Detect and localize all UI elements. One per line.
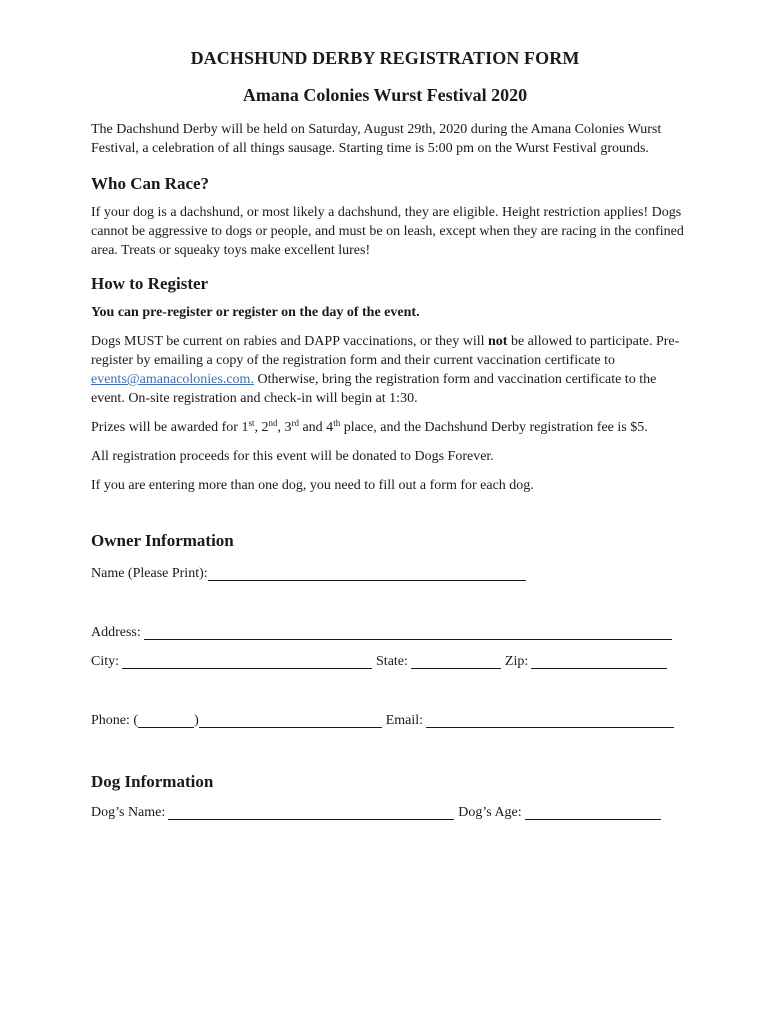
phone-close-paren: ) — [194, 713, 199, 728]
zip-field[interactable] — [531, 653, 667, 669]
phone-label: Phone: ( — [91, 713, 139, 728]
vaccination-paragraph — [91, 332, 691, 408]
phone-email-row — [91, 711, 691, 730]
dog-age-field[interactable] — [525, 804, 661, 820]
prizes-text-5: place, and the Dachshund Derby registration fee is $5. — [340, 420, 648, 435]
sup-st: st — [248, 418, 255, 428]
who-can-race-heading: Who Can Race? — [91, 174, 210, 193]
prizes-text-4: and 4 — [298, 420, 334, 435]
dog-information-heading: Dog Information — [91, 772, 214, 791]
dog-name-age-row — [91, 803, 691, 822]
address-label: Address: — [91, 625, 141, 640]
pre-register-note: You can pre-register or register on the day of the event. — [91, 305, 420, 320]
form-title: DACHSHUND DERBY REGISTRATION FORM — [190, 48, 580, 68]
dog-name-field[interactable] — [168, 804, 454, 820]
owner-name-row — [91, 564, 691, 583]
form-body — [91, 120, 691, 822]
multiple-dogs-paragraph: If you are entering more than one dog, you need to fill out a form for each dog. — [91, 478, 534, 493]
dog-age-label: Dog’s Age: — [458, 805, 522, 820]
state-field[interactable] — [411, 653, 501, 669]
who-can-race-paragraph: If your dog is a dachshund, or most likely a dachshund, they are eligible. Height restriction applies! Dogs cannot be aggressive to dogs or people, and must be on leash, except when they are racing in the confined area. Treats or squeaky toys make excellent lures! — [91, 205, 684, 258]
city-label: City: — [91, 654, 120, 669]
owner-name-field[interactable] — [208, 565, 526, 581]
email-label: Email: — [385, 713, 424, 728]
proceeds-paragraph: All registration proceeds for this event will be donated to Dogs Forever. — [91, 449, 494, 464]
prizes-text-3: , 3 — [277, 420, 292, 435]
owner-information-heading: Owner Information — [91, 531, 234, 550]
email-link[interactable]: events@amanacolonies.com. — [91, 372, 254, 387]
city-field[interactable] — [122, 653, 372, 669]
dog-name-label: Dog’s Name: — [91, 805, 166, 820]
email-field[interactable] — [426, 712, 674, 728]
state-label: State: — [376, 654, 408, 669]
prizes-text-2: , 2 — [254, 420, 269, 435]
phone-area-code-field[interactable] — [138, 712, 194, 728]
phone-number-field[interactable] — [199, 712, 382, 728]
sup-nd: nd — [268, 418, 278, 428]
vaccination-not: not — [488, 334, 508, 349]
owner-name-label: Name (Please Print): — [91, 566, 208, 581]
address-field[interactable] — [144, 624, 672, 640]
prizes-text-1: Prizes will be awarded for 1 — [91, 420, 249, 435]
address-row — [91, 623, 691, 642]
city-state-zip-row — [91, 652, 691, 671]
form-subtitle: Amana Colonies Wurst Festival 2020 — [242, 85, 528, 105]
intro-paragraph: The Dachshund Derby will be held on Saturday, August 29th, 2020 during the Amana Colonies Wurst Festival, a celebration of all things sausage. Starting time is 5:00 pm on the Wurst Festival grounds. — [91, 122, 662, 156]
sup-th: th — [333, 418, 341, 428]
sup-rd: rd — [291, 418, 299, 428]
zip-label: Zip: — [504, 654, 529, 669]
vaccination-text-1: Dogs MUST be current on rabies and DAPP vaccinations, or they will — [91, 334, 488, 349]
prizes-paragraph — [91, 418, 691, 437]
vaccination-text-2: be allowed to participate. Pre-register by emailing a copy of the registration form and their current vaccination certificate to — [91, 334, 680, 368]
how-to-register-heading: How to Register — [91, 274, 209, 293]
vaccination-text-3: Otherwise, bring the registration form and vaccination certificate to the event. On-site registration and check-in will begin at 1:30. — [91, 372, 657, 406]
